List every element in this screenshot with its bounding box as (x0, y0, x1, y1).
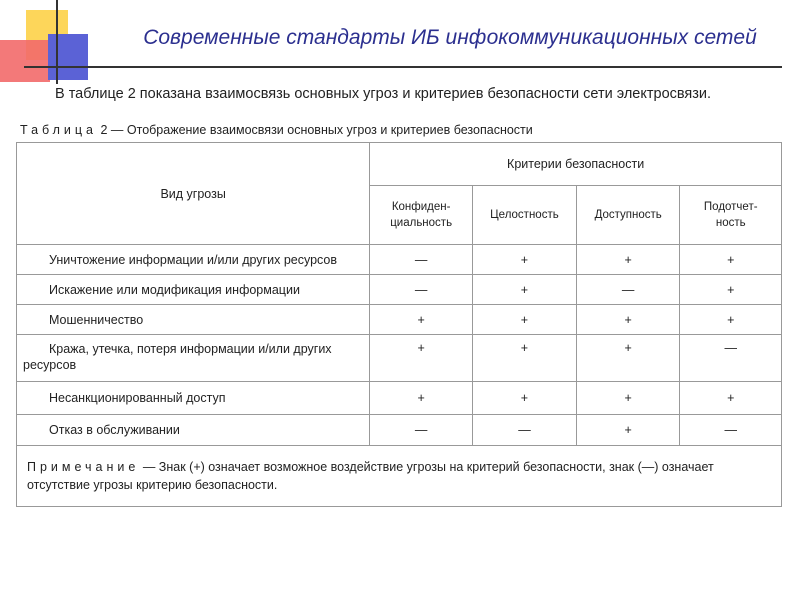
header-accountability (680, 186, 782, 245)
cell-value: + (680, 382, 782, 415)
caption-label: Таблица (20, 123, 98, 137)
table-row (17, 415, 782, 446)
table-note-row (17, 446, 782, 507)
cell-value: + (576, 245, 680, 275)
header-accountability-text: Подотчет- ность (703, 201, 758, 229)
intro-text: В таблице 2 показана взаимосвязь основных угроз и критериев безопасности сети электросвязи. (55, 86, 712, 102)
decor-red-block (0, 40, 50, 82)
table-row (17, 382, 782, 415)
note-text: — Знак (+) означает возможное воздействие угрозы на критерий безопасности, знак (—) означает отсутствие угрозы критерию безопасности. (27, 460, 714, 492)
table-row (17, 335, 782, 382)
row-label: Отказ в обслуживании (17, 415, 370, 446)
cell-value: — (680, 415, 782, 446)
cell-value: + (473, 382, 577, 415)
cell-value: + (576, 335, 680, 382)
note-label: Примечание (27, 460, 140, 474)
decor-vertical-line (56, 0, 58, 84)
row-label (17, 335, 370, 382)
decor-blue-block (48, 34, 88, 80)
cell-value: + (473, 305, 577, 335)
cell-value: + (576, 415, 680, 446)
header-integrity: Целостность (473, 186, 577, 245)
table-row (17, 305, 782, 335)
cell-value: + (680, 245, 782, 275)
cell-value: — (473, 415, 577, 446)
row-label: Уничтожение информации и/или других ресурсов (17, 245, 370, 275)
row-label-line1: Кража, утечка, потеря информации и/или других (49, 342, 332, 356)
header-threat-type: Вид угрозы (17, 143, 370, 245)
caption-text: 2 — Отображение взаимосвязи основных угроз и критериев безопасности (97, 123, 533, 137)
header-availability: Доступность (576, 186, 680, 245)
threat-criteria-table (16, 142, 782, 507)
table-caption (20, 123, 780, 137)
row-label: Мошенничество (17, 305, 370, 335)
cell-value: + (370, 305, 473, 335)
cell-value: + (680, 305, 782, 335)
title-underline (24, 66, 782, 68)
cell-value: — (576, 275, 680, 305)
header-confidentiality (370, 186, 473, 245)
row-label: Несанкционированный доступ (17, 382, 370, 415)
header-security-criteria: Критерии безопасности (370, 143, 782, 186)
slide-title: Современные стандарты ИБ инфокоммуникационных сетей (143, 26, 757, 49)
table-note (17, 446, 782, 507)
cell-value: + (576, 305, 680, 335)
cell-value: + (473, 335, 577, 382)
cell-value: + (370, 382, 473, 415)
cell-value: + (370, 335, 473, 382)
cell-value: + (473, 245, 577, 275)
cell-value: — (370, 245, 473, 275)
cell-value: + (473, 275, 577, 305)
row-label: Искажение или модификация информации (17, 275, 370, 305)
cell-value: — (680, 335, 782, 382)
cell-value: + (576, 382, 680, 415)
cell-value: — (370, 275, 473, 305)
header-confidentiality-text: Конфиден- циальность (390, 201, 453, 229)
table-row (17, 245, 782, 275)
table-row (17, 275, 782, 305)
cell-value: — (370, 415, 473, 446)
row-label-line2: ресурсов (23, 358, 77, 372)
cell-value: + (680, 275, 782, 305)
